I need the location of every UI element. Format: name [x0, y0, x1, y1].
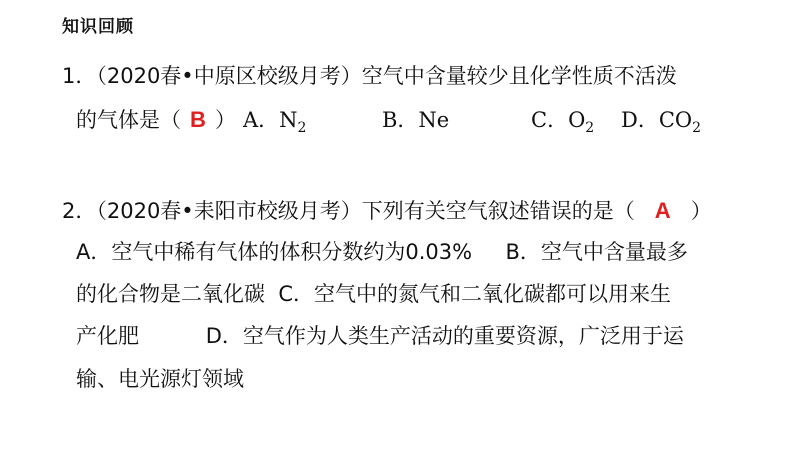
- q2-stem-prefix: 2．（2020春•耒阳市校级月考）下列有关空气叙述错误的是（: [62, 199, 635, 223]
- q2-line-4: 产化肥 D．空气作为人类生产活动的重要资源，广泛用于运: [76, 324, 684, 348]
- q1-option-d: D．$CO_2$: [621, 108, 702, 136]
- q1-stem-line-2: [76, 106, 236, 134]
- section-heading: 知识回顾: [62, 17, 134, 37]
- q2-line-5: 输、电光源灯领域: [76, 367, 244, 391]
- q1-option-b: B．Ne: [382, 108, 450, 132]
- q1-option-c: C．$O_2$: [531, 108, 595, 136]
- q1-option-a: A．$N_2$: [243, 108, 307, 136]
- q1-answer: B: [190, 107, 206, 132]
- q2-stem-suffix: ）: [690, 199, 712, 223]
- q1-stem-suffix: ）: [215, 108, 236, 132]
- q1-stem-line-1: 1．（2020春•中原区校级月考）空气中含量较少且化学性质不活泼: [62, 64, 677, 88]
- q2-line-3: 的化合物是二氧化碳 C．空气中的氮气和二氧化碳都可以用来生: [76, 282, 672, 306]
- q2-line-2: A．空气中稀有气体的体积分数约为0.03% B．空气中含量最多: [76, 240, 688, 264]
- q1-stem-prefix: 的气体是（: [76, 108, 181, 132]
- q2-answer: A: [654, 198, 671, 223]
- q2-stem-line-1: [62, 197, 712, 225]
